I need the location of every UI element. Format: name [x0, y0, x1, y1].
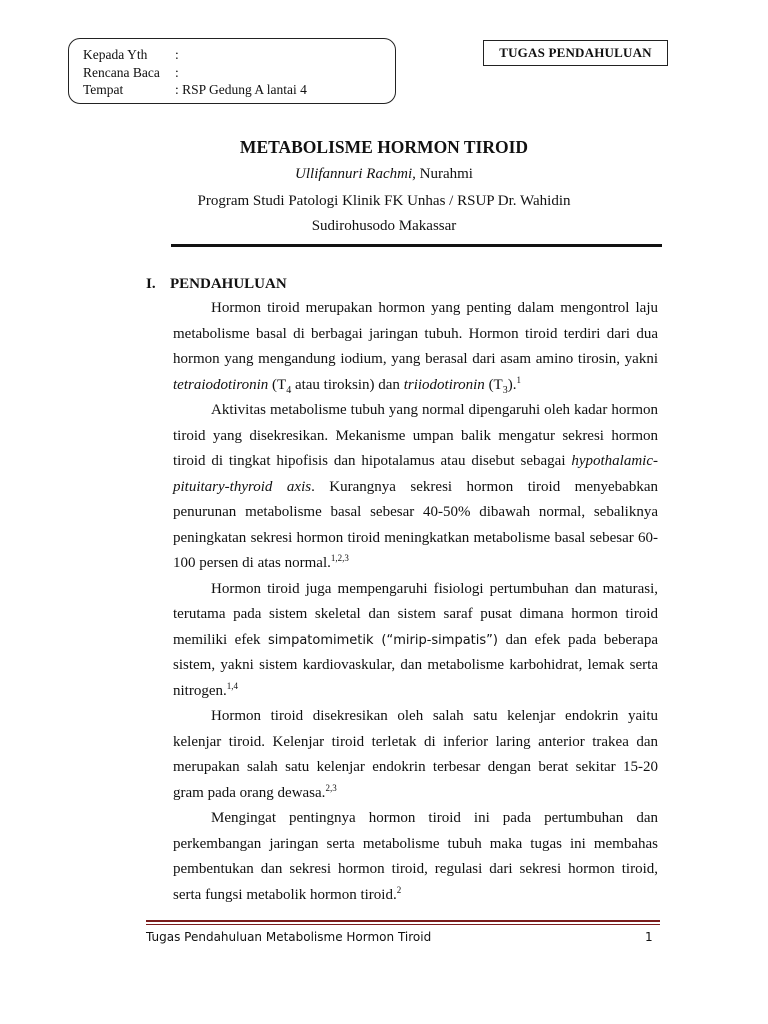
info-box	[68, 38, 396, 104]
p1-t3-term: triiodotironin	[403, 376, 485, 393]
p3-text: Hormon tiroid juga mempengaruhi fisiologi pertumbuhan dan maturasi, terutama pada sistem skeletal dan sistem saraf pusat dimana hormon tiroid memiliki efek	[173, 580, 658, 648]
rencana-label: Rencana Baca	[83, 64, 160, 80]
p1-t4-term: tetraiodotironin	[173, 376, 269, 393]
tempat-value: : RSP Gedung A lantai 4	[175, 82, 307, 97]
tempat-label: Tempat	[83, 82, 124, 97]
footer-rule-thin	[146, 924, 660, 925]
p4-ref: 2,3	[325, 782, 337, 793]
paragraph-4	[173, 704, 658, 806]
paragraph-1	[173, 296, 658, 398]
p4-text: Hormon tiroid disekresikan oleh salah satu kelenjar endokrin yaitu kelenjar tiroid. Kelenjar tiroid terletak di inferior laring anterior trakea dan merupakan salah satu kelenjar endokrin terbesar dengan berat sekitar 15-20 gram pada orang dewasa.	[173, 708, 658, 801]
p1-text: Hormon tiroid merupakan hormon yang penting dalam mengontrol laju metabolisme basal di berbagai jaringan tubuh. Hormon tiroid terdiri dari dua hormon yang mengandung iodium, yang berasal dari asam amino tirosin, yakni	[173, 300, 658, 367]
author-first: Ullifannuri Rachmi,	[295, 166, 416, 182]
info-row-tempat	[83, 81, 395, 99]
page-number: 1	[645, 930, 653, 944]
p2-text-b: . Kurangnya sekresi hormon tiroid menyebabkan penurunan metabolisme basal sebesar 40-50% dibawah normal, sebaliknya peningkatan sekresi hormon tiroid meningkatkan metabolisme basal sebesar 60-100 persen di atas normal.	[173, 478, 658, 571]
title-divider	[171, 244, 662, 247]
kepada-label: Kepada Yth	[83, 47, 148, 62]
p1-ref: 1	[516, 374, 521, 385]
info-row-kepada	[83, 46, 395, 64]
p1-t4-rest: atau tiroksin) dan	[291, 376, 404, 393]
footer-rule-thick	[146, 920, 660, 922]
rencana-colon: :	[175, 64, 179, 80]
p3-term: simpatomimetik (“mirip-simpatis”)	[268, 632, 498, 648]
p3-ref: 1,4	[226, 680, 238, 691]
footer-title: Tugas Pendahuluan Metabolisme Hormon Tiroid	[146, 930, 432, 944]
p1-t4-sub: 4	[286, 384, 292, 396]
p5-ref: 2	[396, 884, 402, 895]
affiliation-line-1: Program Studi Patologi Klinik FK Unhas / RSUP Dr. Wahidin	[197, 193, 571, 209]
section-heading	[146, 276, 287, 293]
p2-text: Aktivitas metabolisme tubuh yang normal dipengaruhi oleh kadar hormon tiroid yang disekresikan. Mekanisme umpan balik mengatur sekresi hormon tiroid di tingkat hipofisis dan hipotalamus atau disebut sebagai	[173, 402, 658, 469]
p2-ref: 1,2,3	[330, 553, 349, 563]
paragraph-2	[173, 398, 658, 577]
body-text	[173, 296, 658, 908]
p1-t3-sub: 3	[502, 384, 508, 396]
paragraph-3	[173, 577, 658, 705]
paragraph-5	[173, 806, 658, 908]
p1-t4-open: (T	[268, 376, 287, 393]
p3-text-b: dan efek pada beberapa sistem, yakni sistem kardiovaskular, dan metabolisme karbohidrat, lemak serta nitrogen.	[173, 631, 658, 699]
section-title: PENDAHULUAN	[170, 276, 287, 292]
p2-term: hypothalamic-pituitary-thyroid axis	[173, 453, 658, 495]
document-title: METABOLISME HORMON TIROID	[239, 137, 529, 157]
author-second: Nurahmi	[415, 166, 473, 182]
affiliation-line-2: Sudirohusodo Makassar	[311, 218, 457, 234]
kepada-colon: :	[175, 47, 179, 62]
p5-text: Mengingat pentingnya hormon tiroid ini pada pertumbuhan dan perkembangan jaringan serta metabolisme tubuh maka tugas ini membahas pembentukan dan sekresi hormon tiroid, regulasi dari sekresi hormon tiroid, serta fungsi metabolik hormon tiroid.	[173, 810, 658, 903]
p1-end: ).	[507, 376, 517, 393]
authors	[0, 166, 768, 183]
section-number: I.	[146, 276, 156, 292]
task-label-box: TUGAS PENDAHULUAN	[483, 40, 668, 66]
p1-t3-open: (T	[484, 376, 503, 393]
info-row-rencana	[83, 64, 395, 82]
